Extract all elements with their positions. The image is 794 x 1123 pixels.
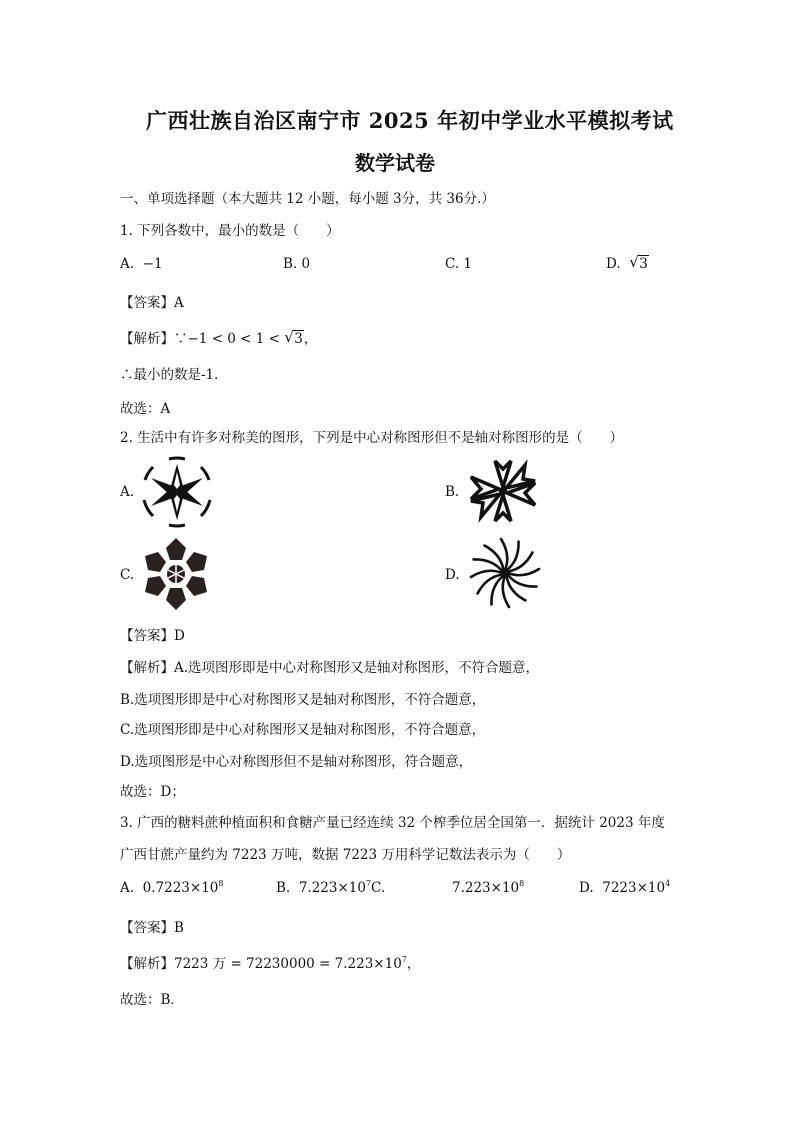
q1-option-a-label: A. [120,256,135,272]
q3-stem-line-1: 3. 广西的糖料蔗种植面积和食糖产量已经连续 32 个榨季位居全国第一．据统计 2023 年度 [120,815,665,831]
q2-analysis-line-1: 【解析】A.选项图形即是中心对称图形又是轴对称图形，不符合题意， [120,660,540,676]
q2-analysis-line-2: B.选项图形即是中心对称图形又是轴对称图形，不符合题意， [120,692,486,708]
q1-choice: 故选：A [120,401,171,417]
q2-stem: 2. 生活中有许多对称美的图形，下列是中心对称图形但不是轴对称图形的是（ ） [120,430,624,446]
q3-option-d-mantissa: 7223×10 [602,880,666,896]
q3-option-b-mantissa: 7.223×10 [298,880,366,896]
q1-analysis [120,327,317,347]
q2-analysis-line-4: D.选项图形是中心对称图形但不是轴对称图形，符合题意， [120,754,473,770]
q3-analysis-tail: ， [406,956,421,972]
q3-analysis-exponent: 7 [401,955,407,964]
q1-analysis-radicand: 3 [294,331,303,347]
q3-option-b-exponent: 7 [365,879,372,888]
q3-option-c [452,879,524,896]
q2-choice: 故选：D； [120,784,185,800]
q2-analysis-line-3: C.选项图形即是中心对称图形又是轴对称图形，不符合题意， [120,722,486,738]
q3-analysis [120,952,420,972]
q1-analysis-tail: ， [303,331,318,347]
exam-title: 广西壮族自治区南宁市 2025 年初中学业水平模拟考试 [146,108,674,133]
q3-analysis-expr: 7223 万 = 72230000 = 7.223×10 [174,956,402,972]
q2-option-b-label: B. [445,484,460,500]
q1-option-c: C. 1 [445,256,473,272]
q3-option-b-label: B. [276,880,291,896]
q1-option-a-value: −1 [142,256,163,272]
q2-figure-a-star-icon [140,455,214,529]
q2-figure-b-flower-icon [465,455,541,527]
q3-option-a-label: A. [120,880,135,896]
q2-option-d-label: D. [445,567,460,583]
q1-stem: 1. 下列各数中，最小的数是（ ） [120,223,340,239]
sqrt-symbol: √ 3 [284,328,303,347]
q3-option-c-label: C. [371,880,386,896]
q1-analysis-expr: ∵−1 < 0 < 1 < [174,331,280,347]
q2-figure-d-swirl-icon [466,534,544,612]
q3-option-c-mantissa: 7.223×10 [452,880,520,896]
q1-option-d-label: D. [606,256,621,272]
sqrt-symbol: √ 3 [629,253,648,272]
q1-option-b: B. 0 [283,256,311,272]
q3-option-b [276,879,385,896]
q3-option-a [120,879,223,896]
q3-choice: 故选：B． [120,992,184,1008]
q1-conclusion: ∴最小的数是-1． [120,367,228,383]
q3-stem-line-2: 广西甘蔗产量约为 7223 万吨，数据 7223 万用科学记数法表示为（ ） [120,847,571,863]
exam-subtitle: 数学试卷 [355,151,435,175]
q3-option-c-exponent: 8 [519,879,525,888]
q3-option-a-mantissa: 0.7223×10 [142,880,219,896]
q2-answer: 【答案】D [120,628,185,644]
q3-analysis-label: 【解析】 [120,956,174,972]
q1-option-a [120,256,163,272]
q3-option-a-exponent: 8 [218,879,224,888]
q3-option-d-label: D. [579,880,594,896]
section-heading: 一、单项选择题（本大题共 12 小题，每小题 3分，共 36分.） [120,191,495,207]
q2-option-c-label: C. [120,567,135,583]
q3-option-d-exponent: 4 [665,879,671,888]
q1-option-d [606,253,649,272]
q3-answer: 【答案】B [120,920,184,936]
q1-analysis-label: 【解析】 [120,331,174,347]
q2-figure-c-hexagon-icon [138,536,214,612]
q1-option-d-radicand: 3 [639,256,648,272]
q1-answer: 【答案】A [120,295,184,311]
q3-option-d [579,879,670,896]
q2-option-a-label: A. [120,484,135,500]
